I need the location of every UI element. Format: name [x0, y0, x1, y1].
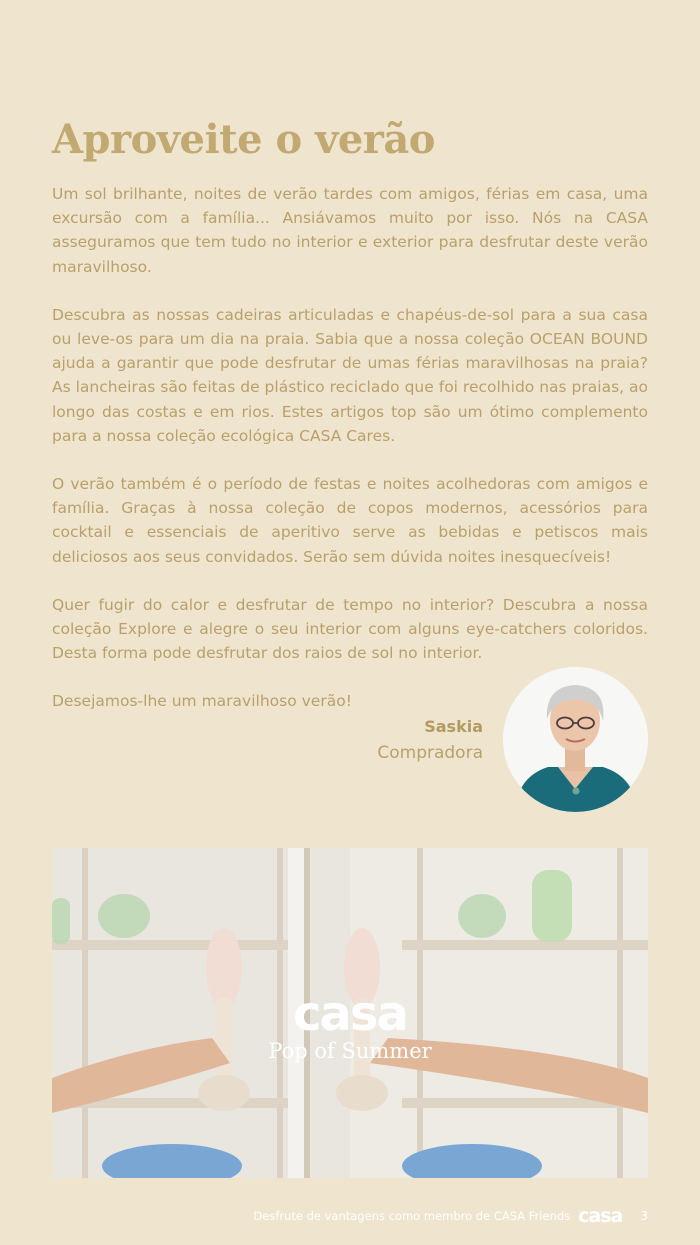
signature-role: Compradora	[377, 743, 483, 763]
article-body	[52, 182, 648, 738]
footer-text: Desfrute de vantagens como membro de CASA Friends	[253, 1209, 571, 1223]
paragraph-4: Quer fugir do calor e desfrutar de tempo no interior? Descubra a nossa coleção Explore e alegre o seu interior com alguns eye-catchers coloridos. Desta forma pode desfrutar dos raios de sol no interior.	[52, 595, 648, 663]
paragraph-1: Um sol brilhante, noites de verão tardes com amigos, férias em casa, uma excursão com a família... Ansiávamos muito por isso. Nós na CASA asseguramos que tem tudo no interior e exterior para desfrutar deste verão maravilhoso.	[52, 185, 648, 276]
signature-name: Saskia	[424, 717, 483, 736]
paragraph-5: Desejamos-lhe um maravilhoso verão!	[52, 692, 352, 711]
paragraph-2: Descubra as nossas cadeiras articuladas e chapéus-de-sol para a sua casa ou leve-os para um dia na praia. Sabia que a nossa coleção OCEAN BOUND ajuda a garantir que pode desfrutar de umas férias maravilhosas na praia? As lancheiras são feitas de plástico reciclado que foi recolhido nas praias, ao longo das costas e em rios. Estes artigos top são um ótimo complemento para a nossa coleção ecológica CASA Cares.	[52, 305, 648, 445]
page-number: 3	[640, 1209, 648, 1223]
banner-logo-block	[0, 986, 700, 1064]
buyer-portrait	[503, 667, 648, 812]
page-footer	[253, 1205, 648, 1227]
casa-logo: casa	[293, 986, 407, 1042]
portrait-illustration	[503, 667, 648, 812]
paragraph-3: O verão também é o período de festas e noites acolhedoras com amigos e família. Graças à nossa coleção de copos modernos, acessórios para cocktail e essenciais de aperitivo serve as bebidas e petiscos mais deliciosos aos seus convidados. Serão sem dúvida noites inesquecíveis!	[52, 475, 648, 566]
signature	[377, 717, 483, 763]
banner-tagline: Pop of Summer	[268, 1039, 432, 1063]
page-title: Aproveite o verão	[52, 116, 435, 163]
footer-casa-logo: casa	[578, 1205, 623, 1227]
